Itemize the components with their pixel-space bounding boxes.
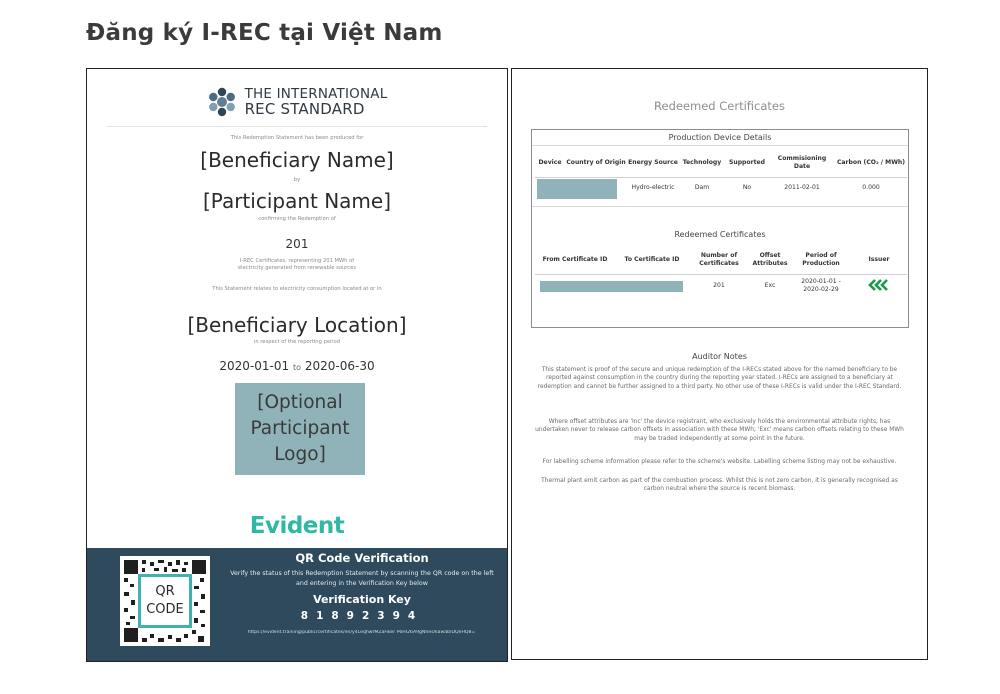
redaction-bar (537, 179, 617, 199)
logo-line-2: REC STANDARD (244, 100, 365, 118)
relates-text: This Statement relates to electricity consumption located at or in (212, 286, 382, 292)
table-header-row (535, 246, 907, 274)
reporting-period (87, 359, 507, 373)
energy-source-cell: Hydro-electric (631, 184, 675, 192)
period-end: 2020-06-30 (304, 359, 375, 373)
certificate-tables-box (531, 129, 909, 328)
quantity-description-line-1: I-REC Certificates, representing 201 MWh of (239, 258, 355, 264)
reporting-period-text: in respect of the reporting period (253, 339, 341, 345)
number-of-certificates-cell: 201 (713, 282, 725, 290)
irec-logo-icon (207, 87, 237, 117)
qr-verification-description: Verify the status of this Redemption Statement by scanning the QR code on the left and entering in the Verification Key below (230, 570, 494, 587)
qr-code-placeholder: QR CODE (138, 574, 192, 628)
production-table-caption: Production Device Details (668, 133, 772, 142)
redemption-statement-certificate (86, 68, 508, 662)
redeemed-certificates-title: Redeemed Certificates (654, 99, 785, 113)
qr-verification-heading: QR Code Verification (295, 551, 429, 565)
redaction-bar (540, 281, 683, 292)
verification-url[interactable]: https://evident.training/public/certificates/en/y4LeqhwrMZaFiker P6HI26A9gNhes/kawab/DQeHQ8= (247, 630, 476, 635)
column-header: Offset Attributes (749, 246, 791, 274)
period-of-production-cell: 2020-01-01 - 2020-02-29 (801, 278, 841, 294)
offset-attributes-cell: Exc (764, 282, 776, 290)
irec-logo (87, 85, 507, 119)
column-header: To Certificate ID (615, 246, 689, 274)
column-header: Supported (725, 150, 769, 177)
produced-for-text: This Redemption Statement has been produced for (230, 135, 364, 141)
qr-verification-panel (87, 548, 507, 662)
participant-logo-placeholder: [Optional Participant Logo] (235, 383, 365, 475)
page-title: Đăng ký I-REC tại Việt Nam (86, 20, 443, 46)
technology-cell: Dam (694, 184, 710, 192)
auditor-note-paragraph: Thermal plant emit carbon as part of the combustion process. Whilst this is not zero carbon, it is generally recognised as carbon neutral where the source is recent biomass. (541, 478, 898, 493)
participant-name: [Participant Name] (202, 189, 392, 213)
column-header: Carbon (CO₂ / MWh) (835, 150, 907, 177)
table-row (535, 274, 907, 298)
redacted-device-cell (535, 177, 627, 200)
divider (107, 126, 487, 127)
issuer-chevrons-icon (867, 279, 891, 291)
auditor-note-paragraph: For labelling scheme information please refer to the scheme's website. Labelling scheme listing may not be exhaustive. (542, 459, 897, 465)
logo-line-1: THE INTERNATIONAL (244, 86, 388, 102)
by-text: by (293, 177, 301, 183)
column-header: Device (535, 150, 565, 177)
divider (532, 145, 908, 146)
issuer-cell (851, 274, 907, 298)
auditor-note-paragraph: This statement is proof of the secure and unique redemption of the I-RECs stated above for the named beneficiary to be reported against consumption in the country during the reporting year stated. I-RECs are assigned to a beneficiary at redemption and cannot be further assigned to a third party. No other use of these I-RECs is valid under the I-REC Standard. (537, 367, 902, 390)
supported-cell: No (742, 184, 752, 192)
period-start: 2020-01-01 (219, 359, 290, 373)
confirming-text: confirming the Redemption of (258, 216, 336, 222)
column-header: Energy Source (627, 150, 679, 177)
column-header: Period of Production (791, 246, 851, 274)
column-header: Issuer (851, 246, 907, 274)
redeemed-certificates-table (535, 246, 907, 298)
certificate-quantity: 201 (285, 237, 309, 251)
redeemed-table-caption: Redeemed Certificates (674, 230, 766, 239)
verification-key-value: 81892394 (300, 610, 424, 622)
auditor-notes-title: Auditor Notes (692, 352, 747, 361)
evident-brand: Evident (249, 513, 345, 539)
redeemed-certificates-page (511, 68, 928, 660)
beneficiary-location: [Beneficiary Location] (187, 313, 407, 337)
period-to: to (292, 363, 302, 372)
table-header-row (535, 150, 907, 177)
redacted-certificate-ids-cell (535, 274, 689, 298)
quantity-description-line-2: electricity generated from renewable sources (237, 265, 357, 271)
carbon-cell: 0.000 (862, 184, 880, 192)
column-header: From Certificate ID (535, 246, 615, 274)
column-header: Technology (679, 150, 725, 177)
production-device-table (535, 150, 907, 200)
auditor-note-paragraph: Where offset attributes are 'Inc' the device registrant, who exclusively holds the environmental attribute rights, has undertaken never to release carbon offsets in association with these MWh; 'Exc' means carbon offsets relating to these MWh may be traded independently at some point in the future. (535, 419, 904, 442)
verification-key-label: Verification Key (313, 593, 411, 606)
column-header: Country of Origin (565, 150, 627, 177)
column-header: Number of Certificates (689, 246, 749, 274)
beneficiary-name: [Beneficiary Name] (200, 148, 394, 172)
table-row (535, 177, 907, 200)
column-header: Commisioning Date (769, 150, 835, 177)
commissioning-date-cell: 2011-02-01 (784, 184, 820, 192)
qr-code[interactable] (120, 556, 210, 646)
divider (532, 206, 908, 207)
